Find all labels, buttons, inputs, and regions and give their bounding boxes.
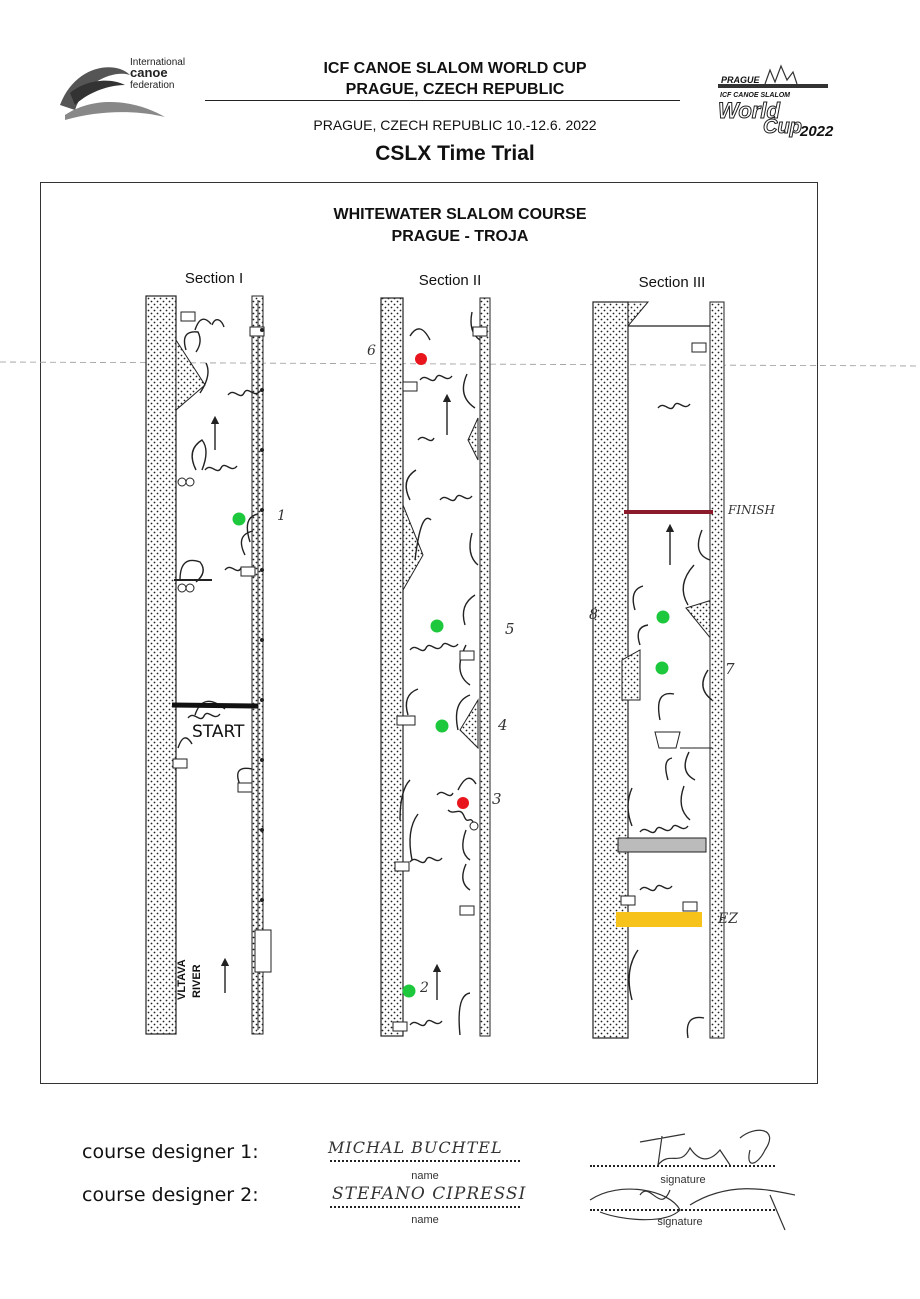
river-label-1: VLTAVA [176, 959, 188, 1000]
red-dot [457, 797, 469, 809]
section-2 [381, 298, 490, 1036]
gate-number-7: 7 [725, 660, 735, 678]
designer-2-label: course designer 2: [82, 1184, 259, 1206]
green-dot [657, 611, 670, 624]
header-title-1: ICF CANOE SLALOM WORLD CUP [323, 60, 587, 77]
designer-1-name: MICHAL BUCHTEL [328, 1138, 503, 1157]
green-dot [431, 620, 444, 633]
designer-1-name-caption: name [411, 1170, 439, 1182]
gate-number-3: 3 [492, 790, 502, 808]
green-dot [403, 985, 416, 998]
gate-loop [195, 319, 224, 330]
section-1 [146, 296, 271, 1034]
ez-label: EZ [718, 911, 738, 927]
section-1-outlet [255, 930, 271, 972]
section-3 [593, 302, 724, 1038]
icf-logo-line3: federation [130, 80, 175, 91]
green-dot [656, 662, 669, 675]
gate-number-1: 1 [277, 508, 286, 524]
section-2-right-bank [480, 298, 490, 1036]
designer-2-name-rule [330, 1206, 520, 1208]
green-dot [436, 720, 449, 733]
wc-logo-top: PRAGUE [721, 75, 760, 85]
section-2-left-bank [381, 298, 403, 1036]
section-3-label: Section III [638, 274, 706, 291]
gate-number-4: 4 [498, 716, 508, 734]
designer-2-name-caption: name [411, 1214, 439, 1226]
gate-number-8: 8 [589, 607, 598, 623]
signature-1 [640, 1130, 770, 1165]
gate-number-2: 2 [420, 980, 429, 996]
section-3-right-bank [710, 302, 724, 1038]
red-dot [415, 353, 427, 365]
wc-logo-word1: World [718, 98, 780, 123]
place-date: PRAGUE, CZECH REPUBLIC 10.-12.6. 2022 [313, 117, 597, 133]
event-title: CSLX Time Trial [375, 142, 535, 165]
ez-zone [616, 912, 702, 927]
section-2-label: Section II [418, 272, 482, 289]
bridge-structure [618, 838, 706, 852]
green-dot [233, 513, 246, 526]
river-label-2: RIVER [191, 964, 203, 998]
designer-2-name: STEFANO CIPRESSI [332, 1184, 527, 1204]
finish-label: FINISH [728, 503, 775, 517]
icf-logo-line1: International [130, 57, 186, 68]
section-1-island [176, 340, 205, 410]
course-title-1: WHITEWATER SLALOM COURSE [333, 206, 587, 223]
signatures [580, 1120, 810, 1240]
designer-1-label: course designer 1: [82, 1141, 259, 1163]
icf-logo-line2: canoe [130, 65, 168, 80]
start-label: START [192, 722, 245, 742]
signature-2-caption: signature [657, 1216, 703, 1228]
designer-1-name-rule [330, 1160, 520, 1162]
wc-logo-sub: ICF CANOE SLALOM [720, 92, 790, 99]
section-1-label: Section I [184, 270, 244, 287]
course-title-2: PRAGUE - TROJA [391, 228, 529, 245]
wc-logo-year: 2022 [800, 123, 834, 140]
gate-number-5: 5 [505, 620, 515, 638]
gate-number-6: 6 [367, 343, 376, 359]
signature-2 [590, 1189, 795, 1230]
start-line [172, 705, 258, 706]
signature-1-caption: signature [660, 1174, 706, 1186]
wc-logo-word2: Cup [763, 116, 802, 138]
section-1-left-bank [146, 296, 176, 1034]
header-title-2: PRAGUE, CZECH REPUBLIC [345, 81, 565, 98]
